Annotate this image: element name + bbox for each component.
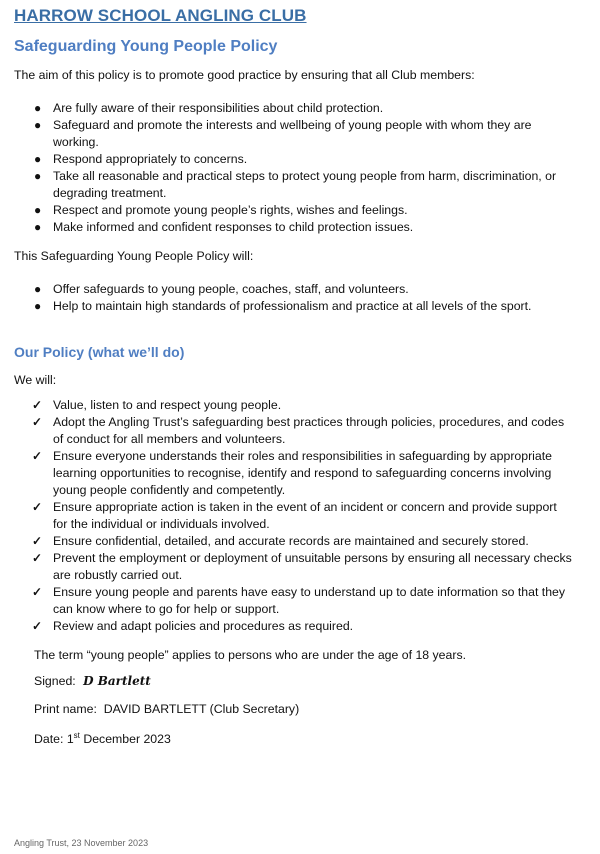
checkmark-icon: ✓ (32, 534, 43, 548)
aims-list (14, 100, 574, 236)
bullet-dot-icon: ● (34, 299, 42, 313)
list-item: ✓ Value, listen to and respect young people. (32, 398, 282, 412)
signed-label: Signed: (34, 674, 76, 688)
checkmark-icon: ✓ (32, 551, 43, 565)
list-item: ● Are fully aware of their responsibilities about child protection. (34, 101, 384, 115)
list-item: ✓ Prevent the employment or deployment of unsuitable persons by ensuring all necessary checks are robustly carried out. (32, 551, 572, 582)
signed-line (34, 673, 151, 690)
we-will-intro: We will: (14, 373, 57, 387)
list-item: ✓ Ensure confidential, detailed, and accurate records are maintained and securely stored. (32, 534, 529, 548)
our-policy-heading: Our Policy (what we’ll do) (14, 344, 185, 360)
policy-title: Safeguarding Young People Policy (14, 38, 278, 55)
bullet-dot-icon: ● (34, 169, 42, 183)
print-name-value: DAVID BARTLETT (Club Secretary) (103, 702, 300, 716)
definition-text: The term “young people” applies to persons who are under the age of 18 years. (34, 648, 467, 662)
bullet-dot-icon: ● (34, 220, 42, 234)
checkmark-icon: ✓ (32, 585, 43, 599)
footer-note: Angling Trust, 23 November 2023 (14, 838, 149, 848)
list-item: ✓ Ensure appropriate action is taken in the event of an incident or concern and provide support for the individual or individuals involved. (32, 500, 557, 531)
commitments-list (14, 397, 574, 635)
bullet-dot-icon: ● (34, 118, 42, 132)
policy-will-intro: This Safeguarding Young People Policy will: (14, 249, 254, 263)
list-item: ● Take all reasonable and practical steps to protect young people from harm, discrimination, or degrading treatment. (34, 169, 557, 200)
intro-text: The aim of this policy is to promote good practice by ensuring that all Club members: (14, 68, 475, 82)
bullet-dot-icon: ● (34, 203, 42, 217)
bullet-dot-icon: ● (34, 282, 42, 296)
list-item: ● Safeguard and promote the interests and wellbeing of young people with whom they are working. (34, 118, 532, 149)
list-item: ● Make informed and confident responses to child protection issues. (34, 220, 414, 234)
date-rest: December 2023 (83, 732, 171, 747)
date-label: Date: (34, 732, 64, 747)
bullet-dot-icon: ● (34, 101, 42, 115)
list-item: ● Respond appropriately to concerns. (34, 152, 248, 166)
policy-will-list (14, 281, 574, 315)
club-title: HARROW SCHOOL ANGLING CLUB (14, 6, 307, 25)
list-item: ● Respect and promote young people’s rights, wishes and feelings. (34, 203, 408, 217)
checkmark-icon: ✓ (32, 398, 43, 412)
list-item: ✓ Ensure young people and parents have easy to understand up to date information so that they can know where to go for help or support. (32, 585, 566, 616)
list-item: ✓ Ensure everyone understands their roles and responsibilities in safeguarding by appropriate learning opportunities to recognise, identify and respond to safeguarding concerns involving young people confidently and competently. (32, 449, 553, 497)
date-line (34, 727, 171, 748)
checkmark-icon: ✓ (32, 415, 43, 429)
list-item: ● Help to maintain high standards of professionalism and practice at all levels of the sport. (34, 299, 532, 313)
print-name-line (34, 701, 299, 718)
print-name-label: Print name: (34, 702, 97, 716)
date-day: 1 (66, 732, 74, 747)
date-suffix: st (73, 731, 80, 740)
list-item: ✓ Adopt the Angling Trust’s safeguarding best practices through policies, procedures, and codes of conduct for all members and volunteers. (32, 415, 565, 446)
checkmark-icon: ✓ (32, 619, 43, 633)
signature: D Bartlett (83, 674, 151, 688)
bullet-dot-icon: ● (34, 152, 42, 166)
list-item: ● Offer safeguards to young people, coaches, staff, and volunteers. (34, 282, 409, 296)
checkmark-icon: ✓ (32, 500, 43, 514)
list-item: ✓ Review and adapt policies and procedures as required. (32, 619, 354, 633)
checkmark-icon: ✓ (32, 449, 43, 463)
